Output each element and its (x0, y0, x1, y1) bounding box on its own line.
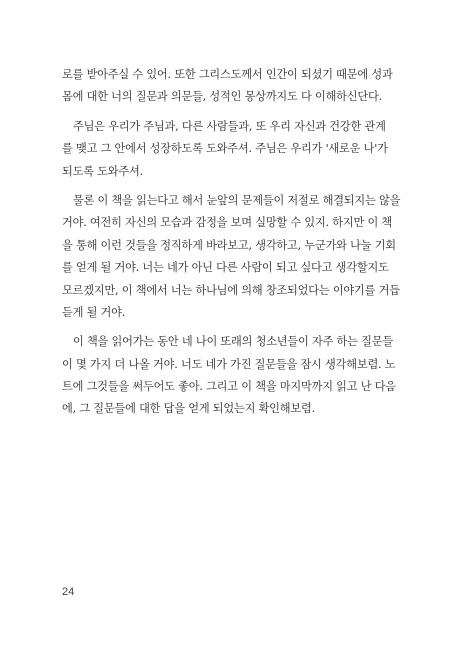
paragraph-2 (62, 116, 414, 183)
paragraph-4 (62, 331, 414, 421)
text-line: 모르겠지만, 이 책에서 너는 하나님에 의해 창조되었다는 이야기를 거듭 (62, 283, 400, 297)
page-number: 24 (62, 586, 75, 598)
text-line: 로를 받아주실 수 있어. 또한 그리스도께서 인간이 되셨기 때문에 성과 (62, 68, 393, 81)
text-line: 주님은 우리가 주님과, 다른 사람들과, 또 우리 자신과 건강한 관계 (62, 119, 386, 133)
body-text (62, 64, 414, 428)
text-line: 트에 그것들을 써두어도 좋아. 그리고 이 책을 마지막까지 읽고 난 다음 (62, 380, 396, 394)
text-line: 에, 그 질문들에 대한 답을 얻게 되었는지 확인해보렴. (62, 402, 315, 416)
text-line: 거야. 여전히 자신의 모습과 감정을 보며 실망할 수 있지. 하지만 이 책 (62, 216, 393, 230)
text-line: 이 책을 읽어가는 동안 네 나이 또래의 청소년들이 자주 하는 질문들 (62, 335, 393, 349)
text-line: 를 얻게 될 거야. 너는 네가 아닌 다른 사람이 되고 싶다고 생각할지도 (62, 261, 389, 275)
text-line: 몸에 대한 너의 질문과 의문들, 성적인 몽상까지도 다 이해하신단다. (62, 90, 382, 104)
paragraph-1 (62, 64, 414, 109)
text-line: 이 몇 가지 더 나올 거야. 너도 네가 가진 질문들을 잠시 생각해보렴. 노 (62, 357, 396, 371)
text-line: 을 통해 이런 것들을 정직하게 바라보고, 생각하고, 누군가와 나눌 기회 (62, 238, 396, 252)
text-line: 듣게 될 거야. (62, 305, 126, 319)
text-line: 물론 이 책을 읽는다고 해서 눈앞의 문제들이 저절로 해결되지는 않을 (62, 193, 401, 207)
text-line: 를 맺고 그 안에서 성장하도록 도와주셔. 주님은 우리가 '새로운 나'가 (62, 142, 388, 156)
paragraph-3 (62, 190, 414, 324)
text-line: 되도록 도와주셔. (62, 164, 143, 178)
